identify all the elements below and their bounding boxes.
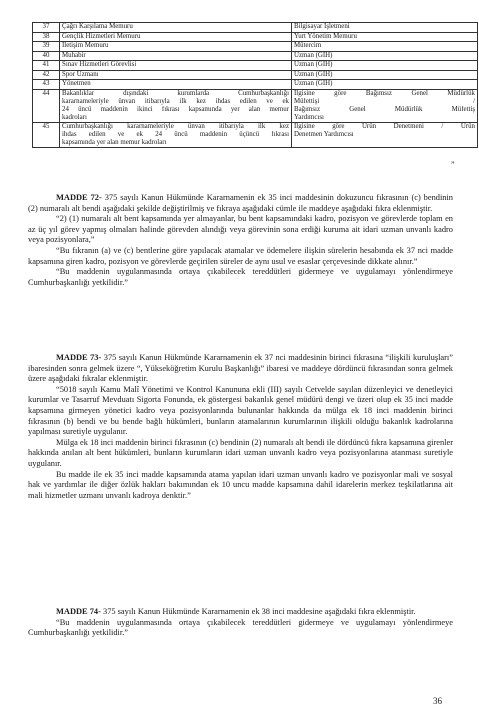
table-row [33,70,478,80]
row-number: 43 [33,80,60,90]
article-72-intro: MADDE 72- 375 sayılı Kanun Hükmünde Kararnamenin ek 35 inci maddesinin dokuzuncu fıkrasının (c) bendinin (2) numaralı alt bendi aşağıdaki şekilde değiştirilmiş ve fıkraya aşağıdaki cümle ile maddeye aşağıdaki fıkra eklenmiştir. [28,193,453,213]
row-number: 42 [33,70,60,80]
equivalent-title-line: Uzman (GİH) [294,70,333,78]
position-title-line: kapsamında yer alan memur kadroları [62,138,167,146]
equivalent-title [292,51,478,61]
table-row [33,32,478,42]
row-number: 45 [33,122,60,147]
equivalent-title-line: Yardımcısı [294,113,324,121]
position-title-line: Yönetmen [62,80,91,88]
article-72-heading: MADDE 72- [56,193,102,202]
equivalent-title [292,61,478,71]
position-equivalence-table [32,22,478,148]
position-title [60,51,292,61]
article-73 [28,353,453,501]
page-number: 36 [433,696,442,706]
position-title-line: 24 üncü maddenin ikinci fıkrası kapsamında yer alan memur [62,105,289,113]
position-title-line: kararnameleriyle ünvan itibarıyla ilk kez ihdas edilen ve ek [62,97,289,105]
position-title [60,80,292,90]
article-73-paragraph-3: Bu madde ile ek 35 inci madde kapsamında atama yapılan idari uzman unvanlı kadro ve pozisyonlar mali ve sosyal hak ve yardımlar ile diğer özlük hakları bakımından ek 10 uncu madde kapsamına dahil idarelerin merkez teşkilatlarına ait mali hizmetler uzmanı unvanlı kadroya denktir.” [28,469,453,500]
row-number: 38 [33,32,60,42]
article-74-intro: MADDE 74- 375 sayılı Kanun Hükmünde Kararnamenin ek 38 inci maddesine aşağıdaki fıkra eklenmiştir. [56,607,416,616]
position-title-line: İletişim Memuru [62,42,109,50]
article-73-intro: MADDE 73- 375 sayılı Kanun Hükmünde Kararnamenin ek 37 nci maddesinin birinci fıkrasına “ilişkili kuruluşları” ibaresinden sonra gelmek üzere “, Yükseköğretim Kurulu Başkanlığı” ibaresi ve maddeye dördüncü fıkrasından sonra gelmek üzere aşağıdaki fıkralar eklenmiştir. [28,353,453,384]
position-title [60,122,292,147]
row-number: 44 [33,89,60,122]
position-title-line: Spor Uzmanı [62,70,99,78]
article-73-heading: MADDE 73- [56,353,102,362]
article-72-paragraph-3: “Bu maddenin uygulanmasında ortaya çıkabilecek tereddütleri gidermeye ve uygulamayı yönlendirmeye Cumhurbaşkanlığı yetkilidir.” [28,267,453,287]
position-title-line: Gençlik Hizmetleri Memuru [62,32,141,40]
article-72-paragraph-2: “Bu fıkranın (a) ve (c) bentlerine göre yapılacak atamalar ve ödemelere ilişkin sürelerin hesabında ek 37 nci madde kapsamına giren kadro, pozisyon ve görevlerde geçirilen süreler de aynı usul ve esaslar çerçevesinde dikkate alınır.” [28,245,453,266]
equivalent-title-line: Uzman (GİH) [294,80,333,88]
table-row [33,122,478,147]
equivalent-title [292,23,478,33]
position-title-line: Sınav Hizmetleri Görevlisi [62,61,137,69]
position-title-line: Bakanlıklar dışındaki kurumlarda Cumhurbaşkanlığı [62,89,289,97]
equivalent-title-line: İlgisine göre Bağımsız Genel Müdürlük [294,89,475,97]
position-title [60,32,292,42]
position-title-line: Cumhurbaşkanlığı kararnameleriyle ünvan itibarıyla ilk kez [62,123,289,131]
article-74 [28,607,453,639]
equivalent-title [292,32,478,42]
table-row [33,23,478,33]
equivalent-title [292,122,478,147]
table-row [33,80,478,90]
equivalent-title [292,70,478,80]
article-72 [28,193,453,288]
position-title-line: Muhabir [62,51,86,59]
equivalent-title-line: Denetmen Yardımcısı [294,130,354,138]
article-72-paragraph-1: “2) (1) numaralı alt bent kapsamında yer almayanlar, bu bent kapsamındaki kadro, pozisyon ve görevlerde toplam en az üç yıl görev yapmış olmaları halinde görevden alındığı veya görevinin sona erdiği kuruma ait idari uzman unvanlı kadro veya pozisyonlara,” [28,214,453,245]
equivalent-title-line: Uzman (GİH) [294,61,333,69]
equivalent-title [292,80,478,90]
position-title [60,70,292,80]
equivalent-title [292,42,478,52]
row-number: 37 [33,23,60,33]
position-title [60,89,292,122]
position-title-line: kadroları [62,113,87,121]
equivalent-title-line: Bağımsız Genel Müdürlük Müfettiş [294,105,475,113]
row-number: 39 [33,42,60,52]
article-74-heading: MADDE 74- [56,607,101,616]
row-number: 40 [33,51,60,61]
position-title-line: ihdas edilen ve ek 24 üncü maddenin üçüncü fıkrası [62,130,289,138]
article-73-paragraph-2: Mülga ek 18 inci maddenin birinci fıkrasının (c) bendinin (2) numaralı alt bendi ile dördüncü fıkra kapsamına girenler hakkında anılan alt bent hükümleri, bunların kurumların idari uzman unvanlı kadro veya pozisyonlarına atanması suretiyle uygulanır. [28,437,453,468]
equivalent-title-line: Mütercim [294,42,322,50]
equivalent-title-line: Müfettişi / [294,97,475,105]
equivalent-title-line: İlgisine göre Ürün Denetmeni / Ürün [294,123,475,131]
article-73-paragraph-1: “5018 sayılı Kamu Malî Yönetimi ve Kontrol Kanununa ekli (III) sayılı Cetvelde sayılan düzenleyici ve denetleyici kurumlar ve Tasarruf Mevduatı Sigorta Fonunda, ek göstergesi bakanlık genel müdürü dengi ve üzeri olup ek 35 inci madde kapsamına girmeyen yönetici kadro veya pozisyonlarında bulunanlar hakkında da mülga ek 18 inci maddenin birinci fıkrasının (b) bendi ve bu bende bağlı hükümleri, bunların atamalarının kurumlarının ilişkili olduğu bakanlık kadrolarına yapılması suretiyle uygulanır. [28,384,453,437]
table-row [33,89,478,122]
table-closing-quote: ” [451,160,455,169]
equivalent-title-line: Bilgisayar İşletmeni [294,23,350,31]
table-row [33,61,478,71]
equivalent-title-line: Yurt Yönetim Memuru [294,32,357,40]
row-number: 41 [33,61,60,71]
position-title [60,61,292,71]
position-title [60,42,292,52]
table-row [33,42,478,52]
table-row [33,51,478,61]
position-title-line: Çağrı Karşılama Memuru [62,23,133,31]
equivalent-title-line: Uzman (GİH) [294,51,333,59]
equivalent-title [292,89,478,122]
position-title [60,23,292,33]
article-74-paragraph-1: “Bu maddenin uygulanmasında ortaya çıkabilecek tereddütleri gidermeye ve uygulamayı yönlendirmeye Cumhurbaşkanlığı yetkilidir.” [28,617,453,638]
